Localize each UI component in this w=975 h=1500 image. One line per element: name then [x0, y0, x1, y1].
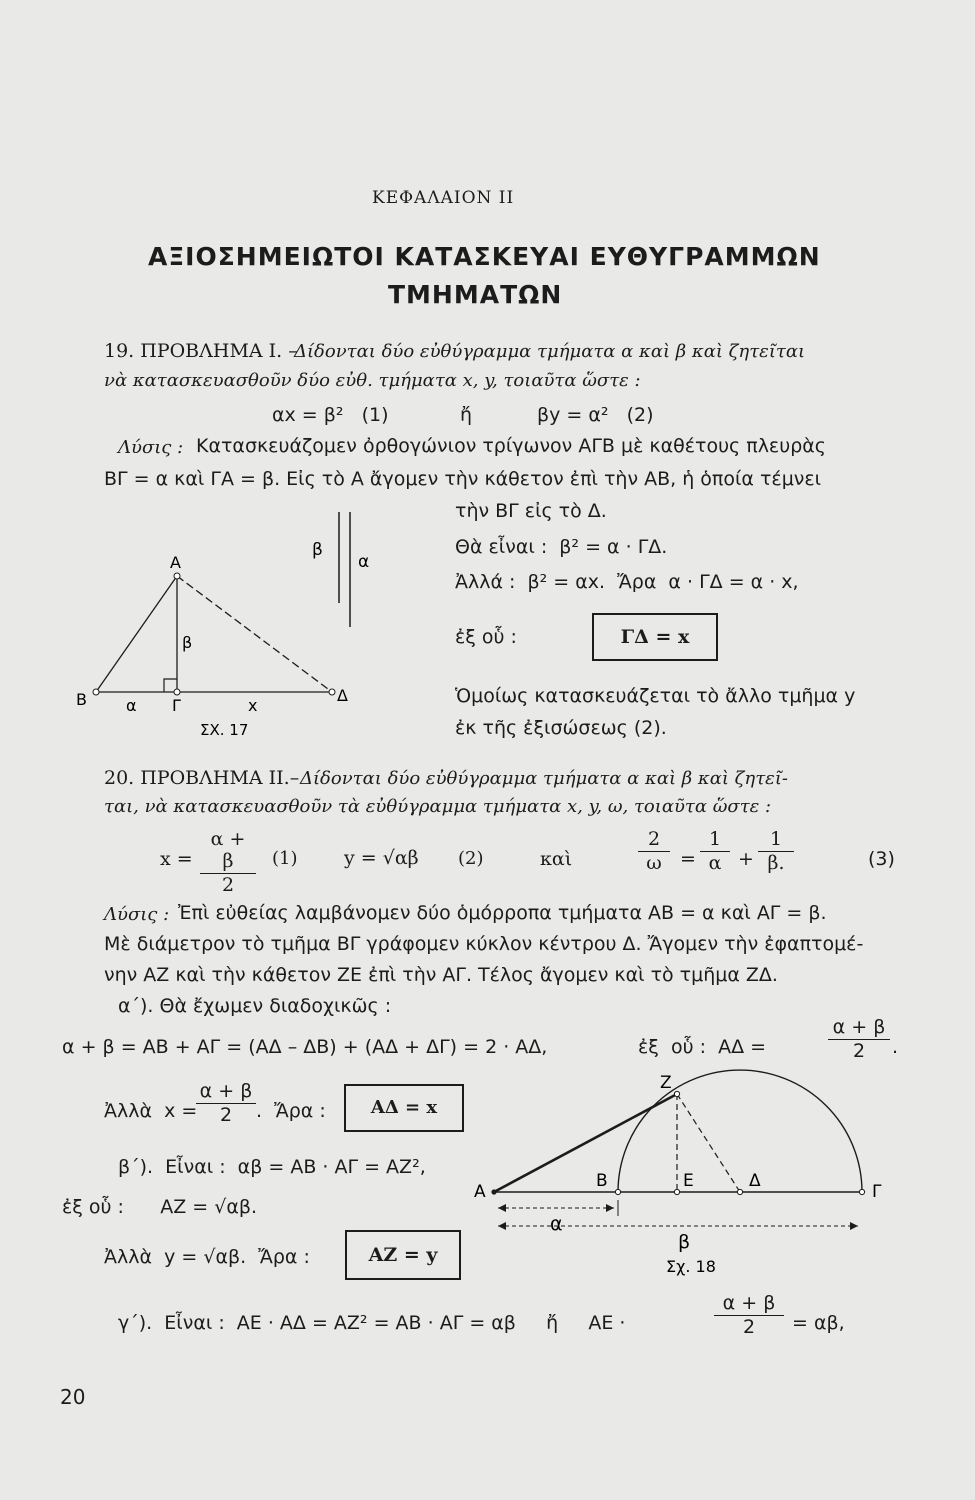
fig17-label-b: β: [182, 633, 193, 652]
fig18-label-Z: Ζ: [660, 1073, 672, 1093]
problem-20-eq-w-den-3: β.: [767, 851, 785, 874]
problem-20-alla-1-num: α + β: [196, 1081, 256, 1104]
page-number: 20: [60, 1385, 86, 1409]
fig17-label-a: α: [126, 696, 137, 715]
chapter-heading: ΚΕΦΑΛΑΙΟΝ ΙΙ: [372, 188, 515, 208]
problem-20-eq-w-num-3: 1: [758, 829, 794, 852]
problem-19-eq1: αx = β² (1): [272, 404, 389, 426]
fig18-label-a: α: [550, 1213, 563, 1235]
fig18-arrow-b-right: [850, 1222, 858, 1230]
problem-19-eq-or: ἤ: [460, 404, 473, 426]
problem-20-solution-2: Μὲ διάμετρον τὸ τμῆμα ΒΓ γράφομεν κύκλον κέντρου Δ. Ἄγομεν τὴν ἐφαπτομέ-: [104, 933, 864, 955]
fig18-caption: Σχ. 18: [666, 1257, 716, 1276]
problem-19-line-d: Ὁμοίως κατασκευάζεται τὸ ἄλλο τμῆμα y: [455, 685, 856, 707]
problem-20-gamma-line: γ΄). Εἶναι : ΑΕ · ΑΔ = ΑΖ² = ΑΒ · ΑΓ = αβ ἤ ΑΕ ·: [118, 1312, 626, 1334]
fig17-label-seg-b: β: [312, 540, 323, 560]
problem-19-boxed-result: ΓΔ = x: [592, 613, 718, 661]
title-line-2: ΤΜΗΜΑΤΩΝ: [388, 280, 563, 309]
problem-20-eq-w-num: 2: [638, 829, 670, 852]
problem-20-alpha-equation-2: ἐξ οὗ : ΑΔ =: [638, 1036, 767, 1058]
problem-20-alpha-fraction: [828, 1017, 890, 1063]
fig18-label-b: β: [678, 1231, 691, 1253]
problem-20-alpha-equation: α + β = ΑΒ + ΑΓ = (ΑΔ – ΔΒ) + (ΑΔ + ΔΓ) = 2 · ΑΔ,: [62, 1036, 548, 1058]
problem-19-statement-2: νὰ κατασκευασθοῦν δύο εὐθ. τμήματα x, y, τοιαῦτα ὥστε :: [104, 370, 641, 391]
problem-20-solution-1: Ἐπὶ εὐθείας λαμβάνομεν δύο ὁμόρροπα τμήματα ΑΒ = α καὶ ΑΓ = β.: [178, 902, 827, 924]
fig17-point-B: [93, 689, 99, 695]
problem-19-eq2: βy = α² (2): [537, 404, 654, 426]
problem-20-gamma-fraction: [714, 1293, 784, 1339]
fig18-point-A: [491, 1189, 496, 1194]
fig18-point-Z: [674, 1091, 679, 1096]
problem-20-eq-w-den: ω: [646, 851, 662, 874]
problem-20-alpha-heading: α΄). Θὰ ἔχωμεν διαδοχικῶς :: [118, 995, 392, 1017]
problem-20-eq-w-den-2: α: [708, 851, 722, 874]
problem-20-eq-x-number: (1): [272, 848, 298, 869]
problem-20-eq-x-lhs: x =: [160, 848, 193, 870]
problem-20-eq-w-plus: +: [738, 848, 754, 870]
problem-20-alla-1: Ἀλλὰ x =: [104, 1100, 198, 1122]
problem-20-beta-heading: β΄). Εἶναι : αβ = ΑΒ · ΑΓ = ΑΖ²,: [118, 1156, 426, 1178]
problem-19-line-e: ἐκ τῆς ἐξισώσεως (2).: [455, 717, 667, 739]
problem-19-solution-label: Λύσις :: [118, 437, 184, 458]
fig17-perpendicular-AD: [177, 576, 332, 692]
problem-20-eq-x-den: 2: [221, 873, 235, 896]
fig18-label-E: Ε: [683, 1171, 694, 1191]
problem-20-alla-1-fraction: [196, 1081, 256, 1127]
problem-20-alpha-den: 2: [852, 1039, 866, 1062]
fig17-label-x: x: [248, 696, 258, 715]
problem-20-statement-2: ται, νὰ κατασκευασθοῦν τὰ εὐθύγραμμα τμήματα x, y, ω, τοιαῦτα ὥστε :: [104, 796, 772, 817]
fig17-label-A: Α: [170, 553, 181, 572]
problem-20-eq-w-number: (3): [868, 848, 895, 870]
problem-19-solution-2: ΒΓ = α καὶ ΓΑ = β. Εἰς τὸ Α ἄγομεν τὴν κάθετον ἐπὶ τὴν ΑΒ, ἡ ὁποία τέμνει: [104, 468, 822, 490]
problem-19-statement-1: Δίδονται δύο εὐθύγραμμα τμήματα α καὶ β καὶ ζητεῖται: [294, 341, 806, 362]
problem-19-line-b: Ἀλλά : β² = αx. Ἄρα α · ΓΔ = α · x,: [455, 571, 799, 593]
problem-20-kai: καὶ: [540, 848, 573, 870]
fig17-side-BA: [96, 576, 177, 692]
problem-20-heading: 20. ΠΡΟΒΛΗΜΑ ΙΙ.–: [104, 767, 300, 789]
problem-20-alpha-dot: .: [892, 1036, 899, 1058]
problem-20-gamma-num: α + β: [714, 1293, 784, 1316]
problem-20-eq-y-number: (2): [458, 848, 484, 869]
fig17-label-B: Β: [76, 690, 87, 709]
figure-18: [470, 1060, 900, 1285]
problem-20-eq-y: y = √αβ: [344, 847, 419, 869]
fig17-point-G: [174, 689, 180, 695]
problem-20-beta-line: ἐξ οὗ : ΑΖ = √αβ.: [62, 1196, 258, 1218]
problem-20-eq-w-fraction: [638, 829, 670, 875]
problem-20-eq-x-num: α + β: [200, 829, 256, 874]
fig17-label-D: Δ: [337, 686, 348, 705]
problem-20-boxed-result-1: ΑΔ = x: [344, 1084, 464, 1132]
problem-19-solution-3: τὴν ΒΓ εἰς τὸ Δ.: [455, 500, 607, 522]
fig18-tangent-AZ: [494, 1094, 677, 1192]
problem-20-eq-w-fraction-2: [700, 829, 730, 875]
problem-19-line-c: ἐξ οὗ :: [455, 626, 517, 648]
problem-19-line-a: Θὰ εἶναι : β² = α · ΓΔ.: [455, 536, 668, 558]
problem-20-eq-w-equals: =: [680, 848, 696, 870]
fig18-arrow-a-right: [606, 1204, 614, 1212]
fig17-point-A: [174, 573, 180, 579]
problem-20-statement-1: Δίδονται δύο εὐθύγραμμα τμήματα α καὶ β καὶ ζητεῖ-: [300, 768, 788, 789]
problem-20-alpha-num: α + β: [828, 1017, 890, 1040]
fig17-caption: ΣΧ. 17: [200, 721, 249, 739]
problem-20-boxed-result-2: ΑΖ = y: [345, 1230, 461, 1280]
fig18-point-E: [674, 1189, 679, 1194]
problem-20-gamma-den: 2: [742, 1315, 756, 1338]
problem-20-gamma-end: = αβ,: [792, 1312, 845, 1334]
fig18-arrow-b-left: [498, 1222, 506, 1230]
problem-20-eq-w-fraction-3: [758, 829, 794, 875]
problem-20-alla-2: Ἀλλὰ y = √αβ. Ἄρα :: [104, 1246, 310, 1268]
fig17-label-G: Γ: [172, 696, 181, 715]
fig18-arrow-a-left: [498, 1204, 506, 1212]
fig18-semicircle: [618, 1070, 862, 1192]
fig18-label-G: Γ: [872, 1182, 882, 1202]
fig18-point-D: [737, 1189, 742, 1194]
problem-20-eq-w-num-2: 1: [700, 829, 730, 852]
problem-20-solution-3: νην ΑΖ καὶ τὴν κάθετον ΖΕ ἐπὶ τὴν ΑΓ. Τέλος ἄγομεν καὶ τὸ τμῆμα ΖΔ.: [104, 964, 778, 986]
problem-20-eq-x-fraction: [200, 829, 256, 896]
problem-19-solution-1: Κατασκευάζομεν ὀρθογώνιον τρίγωνον ΑΓΒ μὲ καθέτους πλευρὰς: [196, 435, 826, 457]
fig17-point-D: [329, 689, 335, 695]
title-line-1: ΑΞΙΟΣΗΜΕΙΩΤΟΙ ΚΑΤΑΣΚΕΥΑΙ ΕΥΘΥΓΡΑΜΜΩΝ: [148, 242, 821, 271]
fig18-point-G: [859, 1189, 864, 1194]
fig18-label-A: Α: [474, 1182, 486, 1202]
problem-19-heading: 19. ΠΡΟΒΛΗΜΑ Ι. –: [104, 340, 298, 362]
problem-20-alla-1-ara: . Ἄρα :: [256, 1100, 326, 1122]
fig18-label-B: Β: [596, 1171, 608, 1191]
figure-17: [60, 505, 420, 745]
fig17-label-seg-a: α: [358, 552, 370, 572]
fig18-point-B: [615, 1189, 620, 1194]
problem-20-alla-1-den: 2: [219, 1103, 233, 1126]
fig18-label-D: Δ: [749, 1171, 761, 1191]
problem-20-solution-label: Λύσις :: [104, 904, 170, 925]
